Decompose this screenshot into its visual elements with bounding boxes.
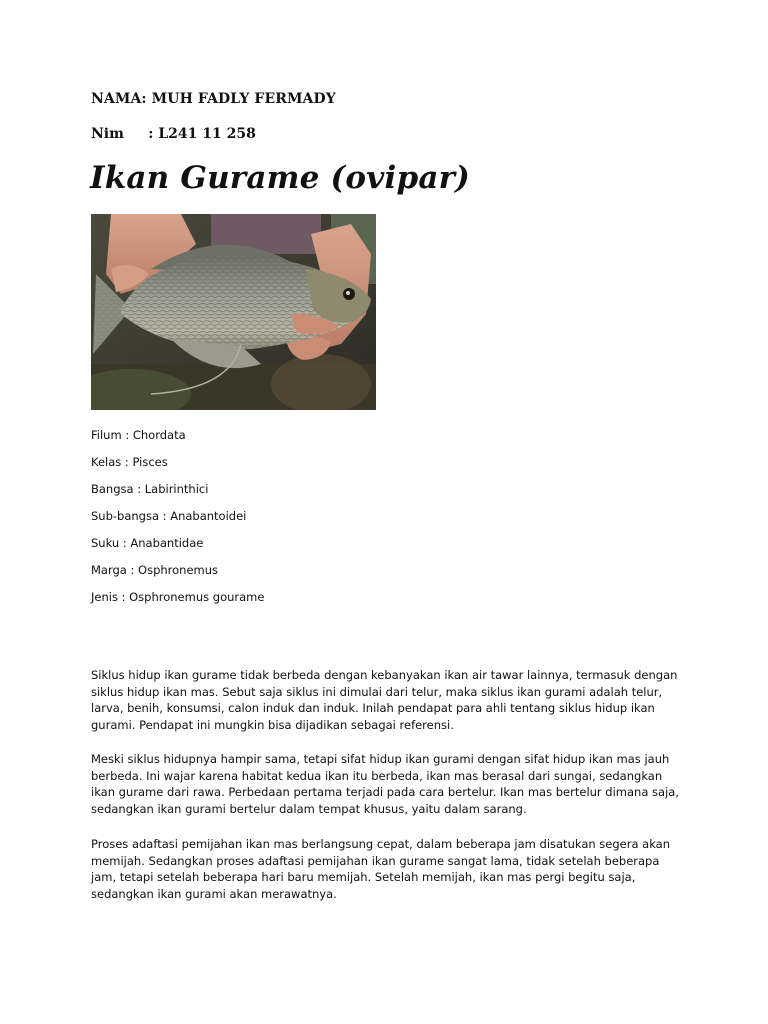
taxonomy-marga: Marga : Osphronemus	[91, 563, 219, 577]
taxonomy-suku: Suku : Anabantidae	[91, 536, 204, 550]
paragraph-line: Siklus hidup ikan gurame tidak berbeda dengan kebanyakan ikan air tawar lainnya, termasuk dengan	[91, 668, 678, 682]
gourami-fish-photo	[91, 214, 376, 410]
taxonomy-sub-bangsa: Sub-bangsa : Anabantoidei	[91, 509, 247, 523]
paragraph-line: sedangkan ikan gurami akan merawatnya.	[91, 886, 337, 901]
paragraph-line: Meski siklus hidupnya hampir sama, tetapi sifat hidup ikan gurami dengan sifat hidup ikan mas jauh	[91, 752, 670, 766]
page-title: Ikan Gurame (ovipar)	[90, 160, 471, 196]
paragraph-line: ikan gurame dari rawa. Perbedaan pertama terjadi pada cara bertelur. Ikan mas bertelur dimana saja,	[91, 785, 679, 799]
student-nim: Nim : L241 11 258	[91, 126, 256, 142]
paragraph-line: sedangkan ikan gurami bertelur dalam tempat khusus, yaitu dalam sarang.	[91, 801, 527, 816]
paragraph-line: larva, benih, konsumsi, calon induk dan induk. Inilah pendapat para ahli tentang siklus hidup ikan	[91, 701, 655, 715]
student-name: NAMA: MUH FADLY FERMADY	[91, 91, 336, 107]
paragraph-life-cycle	[91, 667, 691, 733]
paragraph-line: Proses adaftasi pemijahan ikan mas berlangsung cepat, dalam beberapa jam disatukan segera akan	[91, 837, 671, 851]
paragraph-line: jam, tetapi setelah beberapa hari baru memijah. Setelah memijah, ikan mas pergi begitu saja,	[91, 870, 636, 884]
paragraph-habitat	[91, 751, 691, 817]
paragraph-spawning	[91, 836, 691, 902]
taxonomy-jenis: Jenis : Osphronemus gourame	[91, 590, 265, 604]
paragraph-line: memijah. Sedangkan proses adaftasi pemijahan ikan gurame sangat lama, tidak setelah beberapa	[91, 853, 660, 868]
paragraph-line: siklus hidup ikan mas. Sebut saja siklus ini dimulai dari telur, maka siklus ikan gurami adalah telur,	[91, 684, 663, 699]
paragraph-line: berbeda. Ini wajar karena habitat kedua ikan itu berbeda, ikan mas berasal dari sungai, sedangkan	[91, 768, 663, 783]
taxonomy-kelas: Kelas : Pisces	[91, 455, 168, 469]
taxonomy-bangsa: Bangsa : Labirinthici	[91, 482, 209, 496]
taxonomy-filum: Filum : Chordata	[91, 428, 186, 442]
paragraph-line: gurami. Pendapat ini mungkin bisa dijadikan sebagai referensi.	[91, 717, 454, 732]
